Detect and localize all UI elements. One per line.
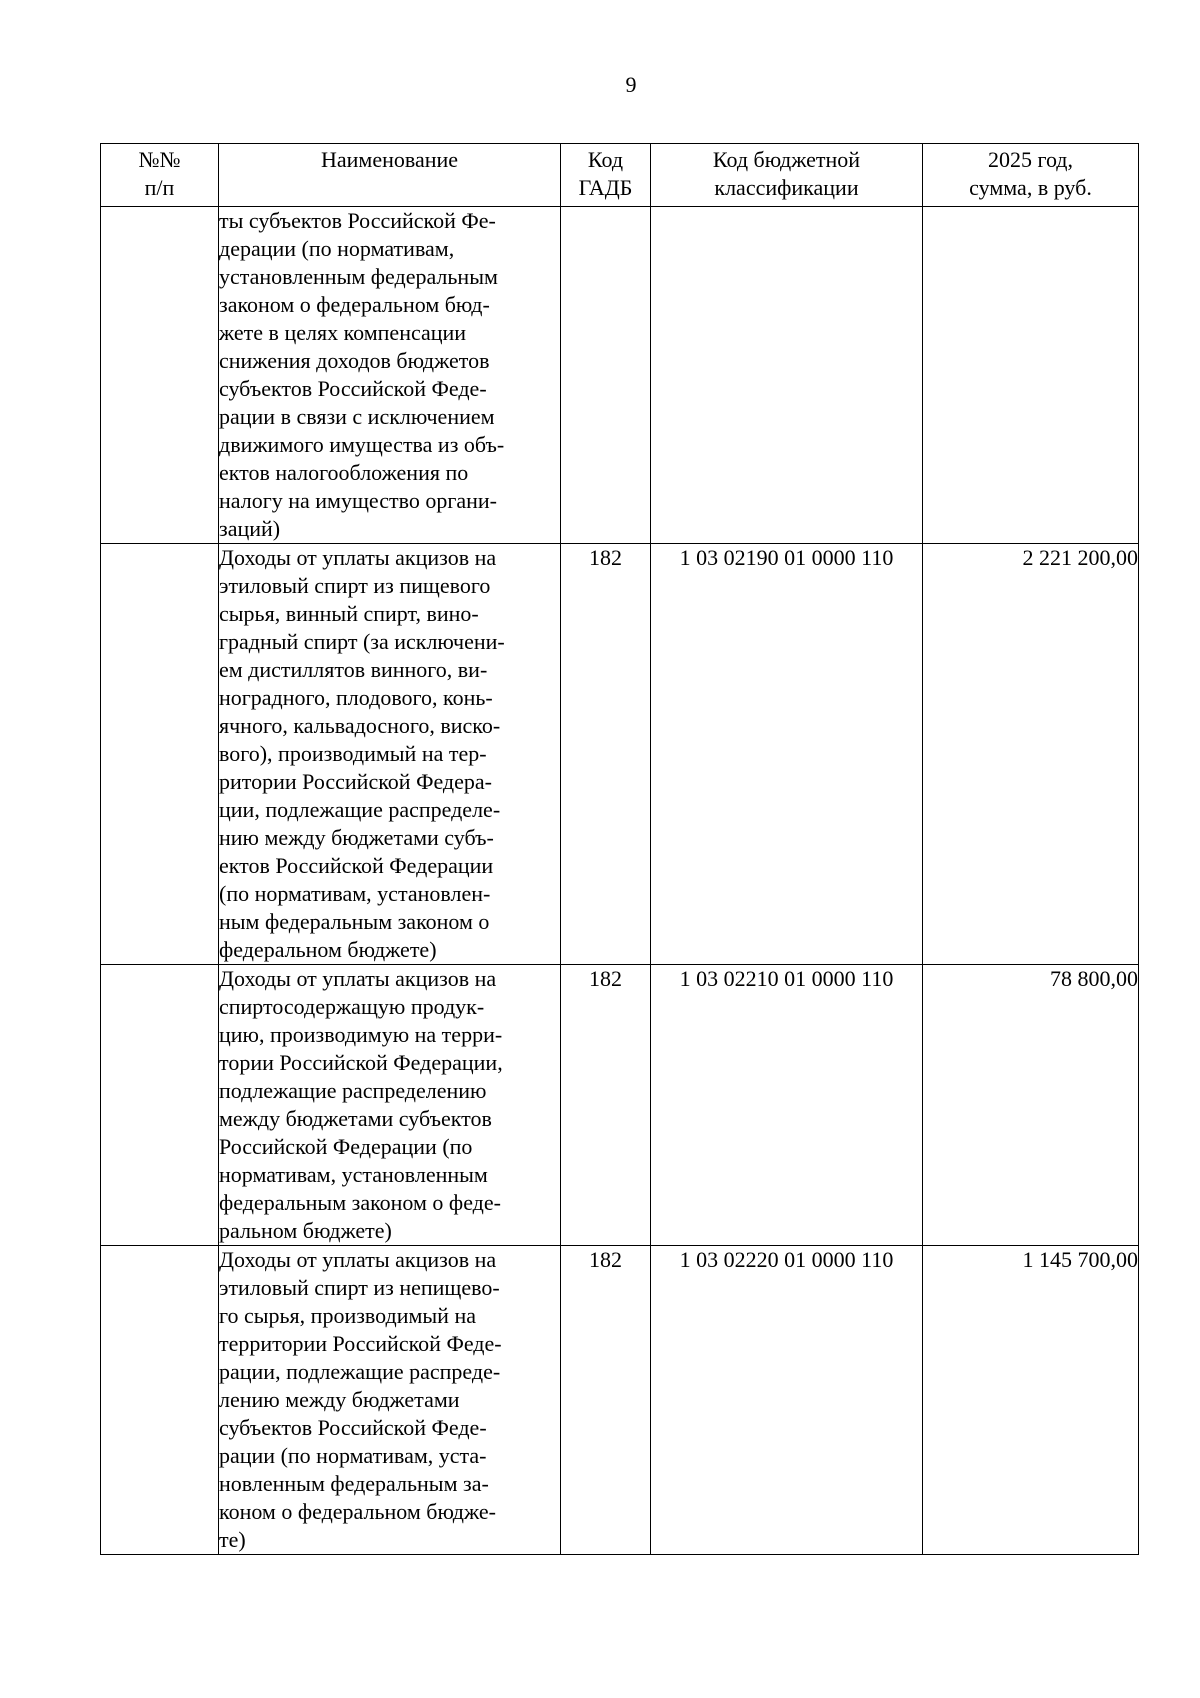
row-name-line: ектов налогообложения по [219,460,469,485]
header-kbk: Код бюджетной классификации [651,144,923,207]
row-name-line: законом о федеральном бюд- [219,292,490,317]
row-num [101,207,219,544]
row-name-line: жете в целях компенсации [219,320,467,345]
row-name-line: ячного, кальвадосного, виско- [219,713,501,738]
row-name-line: Российской Федерации (по [219,1134,473,1159]
row-name-line: го сырья, производимый на [219,1303,476,1328]
row-sum: 2 221 200,00 [923,544,1139,965]
row-name-line: рации, подлежащие распреде- [219,1359,501,1384]
row-name-line: субъектов Российской Феде- [219,376,487,401]
row-name-line: подлежащие распределению [219,1078,487,1103]
row-name-line: между бюджетами субъектов [219,1106,492,1131]
row-gadb: 182 [561,1246,651,1555]
header-num: №№ п/п [101,144,219,207]
row-name-line: новленным федеральным за- [219,1471,489,1496]
row-name-line: движимого имущества из объ- [219,432,505,457]
row-name-line: лению между бюджетами [219,1387,460,1412]
row-num [101,544,219,965]
row-name-line: субъектов Российской Феде- [219,1415,487,1440]
row-kbk: 1 03 02210 01 0000 110 [651,965,923,1246]
page-number: 9 [625,72,637,97]
table-row [101,965,1139,1246]
budget-revenue-table [100,143,1139,1555]
row-kbk: 1 03 02190 01 0000 110 [651,544,923,965]
row-name-line: ноградного, плодового, конь- [219,685,493,710]
row-name-line: ритории Российской Федера- [219,769,492,794]
row-name-line: этиловый спирт из непищево- [219,1275,500,1300]
header-name: Наименование [219,144,561,207]
row-sum [923,207,1139,544]
row-num [101,1246,219,1555]
row-name-line: ным федеральным законом о [219,909,490,934]
table-row [101,544,1139,965]
row-name-line: ектов Российской Федерации [219,853,494,878]
row-name-line: налогу на имущество органи- [219,488,497,513]
table-body [101,207,1139,1555]
row-num [101,965,219,1246]
row-name-line: ем дистиллятов винного, ви- [219,657,488,682]
row-name-line: те) [219,1527,246,1552]
row-kbk [651,207,923,544]
table-row [101,207,1139,544]
row-name [219,544,561,965]
row-name-line: градный спирт (за исключени- [219,629,505,654]
row-name-line: нормативам, установленным [219,1162,488,1187]
row-sum: 78 800,00 [923,965,1139,1246]
row-name-line: (по нормативам, установлен- [219,881,491,906]
header-gadb: Код ГАДБ [561,144,651,207]
row-gadb: 182 [561,544,651,965]
row-name-line: коном о федеральном бюдже- [219,1499,496,1524]
row-name-line: цию, производимую на терри- [219,1022,503,1047]
row-name-line: вого), производимый на тер- [219,741,487,766]
row-gadb: 182 [561,965,651,1246]
row-name-line: рации в связи с исключением [219,404,495,429]
row-name-line: ты субъектов Российской Фе- [219,208,496,233]
row-name-line: заций) [219,516,281,541]
row-name-line: Доходы от уплаты акцизов на [219,966,497,991]
row-name-line: Доходы от уплаты акцизов на [219,1247,497,1272]
row-name-line: тории Российской Федерации, [219,1050,503,1075]
row-name-line: федеральным законом о феде- [219,1190,501,1215]
row-name-line: этиловый спирт из пищевого [219,573,491,598]
row-name [219,965,561,1246]
row-name [219,207,561,544]
header-sum: 2025 год, сумма, в руб. [923,144,1139,207]
row-name-line: федеральном бюджете) [219,937,437,962]
row-name-line: дерации (по нормативам, [219,236,455,261]
row-name-line: рации (по нормативам, уста- [219,1443,487,1468]
row-name-line: снижения доходов бюджетов [219,348,490,373]
row-name-line: ции, подлежащие распределе- [219,797,501,822]
row-name-line: территории Российской Феде- [219,1331,502,1356]
table-row [101,1246,1139,1555]
row-kbk: 1 03 02220 01 0000 110 [651,1246,923,1555]
row-name-line: спиртосодержащую продук- [219,994,485,1019]
row-name-line: нию между бюджетами субъ- [219,825,494,850]
row-sum: 1 145 700,00 [923,1246,1139,1555]
table-header-row [101,144,1139,207]
row-name-line: Доходы от уплаты акцизов на [219,545,497,570]
row-name-line: сырья, винный спирт, вино- [219,601,479,626]
row-name-line: установленным федеральным [219,264,498,289]
row-name-line: ральном бюджете) [219,1218,392,1243]
row-gadb [561,207,651,544]
row-name [219,1246,561,1555]
